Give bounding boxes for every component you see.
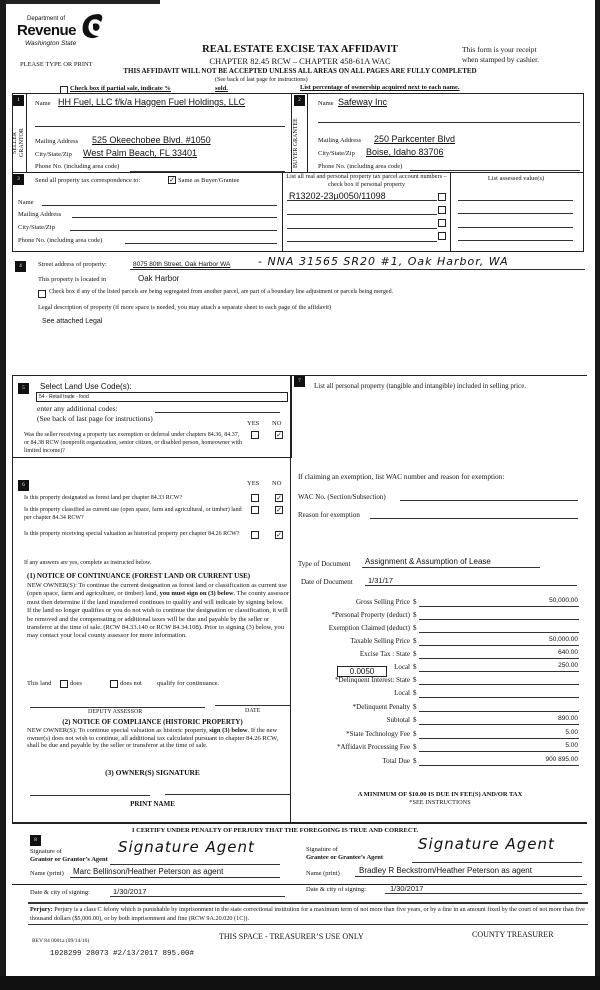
additional-codes-field[interactable] bbox=[155, 412, 280, 413]
scan-edge-right bbox=[595, 0, 600, 990]
amount-line bbox=[419, 711, 579, 712]
perjury-text: Perjury is a class C felony which is punishable by imprisonment in the state correctional institution for a maximum term of not more than five years, or by a fine in an amount fixed by the court of not more than five thousand dollars ($5,000.00), or by both imprisonment and fine (RCW 9A.20.020 (1C)). bbox=[30, 906, 585, 922]
amount-label: *Delinquent Interest: State bbox=[334, 676, 410, 684]
amount-value[interactable]: 640.00 bbox=[558, 649, 578, 656]
notice2-bold: sign (3) below bbox=[209, 727, 248, 734]
current-use-no-checkbox[interactable]: ✓ bbox=[276, 506, 282, 514]
forest-land-no-checkbox[interactable]: ✓ bbox=[276, 494, 282, 502]
grantor-signature-line bbox=[110, 864, 280, 865]
section-2-badge: 2 bbox=[294, 95, 305, 106]
buyer-label: BUYER bbox=[293, 147, 299, 168]
ownership-note: List percentage of ownership acquired next to each name. bbox=[300, 84, 460, 91]
seller-label-divider bbox=[26, 93, 27, 173]
correspondence-name-label: Name bbox=[18, 199, 34, 206]
grantor-name-label: Name (print) bbox=[30, 870, 64, 877]
amount-line bbox=[419, 645, 579, 646]
warning-banner: THIS AFFIDAVIT WILL NOT BE ACCEPTED UNLESS ALL AREAS ON ALL PAGES ARE FULLY COMPLETED bbox=[123, 67, 477, 75]
notice-of-compliance-text bbox=[27, 727, 289, 750]
currency-symbol: $ bbox=[413, 637, 417, 645]
seller-city-label: City/State/Zip bbox=[35, 151, 72, 158]
correspondence-mailing-field[interactable] bbox=[72, 217, 277, 218]
seller-name-field[interactable]: HH Fuel, LLC f/k/a Haggen Fuel Holdings, LLC bbox=[58, 97, 246, 107]
document-type-field[interactable]: Assignment & Assumption of Lease bbox=[365, 557, 491, 566]
seller-city-field[interactable]: West Palm Beach, FL 33401 bbox=[83, 148, 198, 158]
buyer-city-field[interactable]: Boise, Idaho 83706 bbox=[366, 147, 444, 157]
partial-sale-label: Check box if partial sale, indicate % bbox=[70, 85, 171, 92]
segregated-parcel-checkbox[interactable] bbox=[38, 290, 46, 298]
currency-symbol: $ bbox=[413, 624, 417, 632]
amount-label: Gross Selling Price bbox=[355, 598, 410, 606]
currency-symbol: $ bbox=[413, 757, 417, 765]
notice-of-continuance-title: (1) NOTICE OF CONTINUANCE (FOREST LAND OR CURRENT USE) bbox=[27, 572, 251, 580]
currency-symbol: $ bbox=[413, 598, 417, 606]
wac-number-label: WAC No. (Section/Subsection) bbox=[298, 493, 386, 501]
exemption-question: Was the seller receiving a property tax exemption or deferral under chapters 84.36, 84.37, or 84.38 RCW (nonprofit organization, senior citizen, or disabled person, homeowner with limited income)? bbox=[24, 432, 242, 454]
historical-yes-checkbox[interactable] bbox=[251, 531, 259, 539]
currency-symbol: $ bbox=[413, 650, 417, 658]
please-type-note: PLEASE TYPE OR PRINT bbox=[20, 61, 93, 68]
correspondence-phone-field[interactable] bbox=[125, 243, 277, 244]
grantee-label: GRANTEE bbox=[293, 118, 299, 147]
legal-description-label: Legal description of property (if more space is needed, you may attach a separate sheet to each page of the affidavit) bbox=[38, 304, 332, 311]
legal-description-field[interactable]: See attached Legal bbox=[42, 318, 103, 325]
section-3-divider-a bbox=[282, 172, 283, 252]
currency-symbol: $ bbox=[413, 716, 417, 724]
personal-property-label: List all personal property (tangible and intangible) included in selling price. bbox=[314, 382, 527, 390]
assessed-value-1[interactable] bbox=[458, 200, 573, 201]
document-date-line bbox=[365, 585, 577, 586]
same-as-buyer-label: Same as Buyer/Grantee bbox=[178, 177, 240, 184]
footer-divider bbox=[28, 902, 588, 904]
seller-mailing-label: Mailing Address bbox=[35, 138, 79, 145]
seller-name-label: Name bbox=[35, 100, 51, 107]
grantor-signature-label-2: Grantor or Grantor’s Agent bbox=[30, 856, 108, 863]
parcel-line-1 bbox=[287, 200, 437, 201]
assessed-value-4[interactable] bbox=[458, 240, 573, 241]
logo-agency-line2: Revenue bbox=[17, 22, 77, 39]
land-use-see-back: (See back of last page for instructions) bbox=[37, 414, 153, 423]
buyer-side-label bbox=[293, 118, 307, 168]
section-4-badge: 4 bbox=[15, 261, 26, 272]
amount-label: Local bbox=[394, 663, 410, 671]
section-8-badge: 8 bbox=[30, 835, 41, 846]
exemption-reason-label: Reason for exemption bbox=[298, 511, 360, 519]
notice2-text-b: . If the new owner(s) does not wish to continue, all additional tax calculated pursuant to chapter 84.26 RCW, shall be due and payable by the seller or transferor at the time of sale. bbox=[27, 727, 279, 749]
currency-symbol: $ bbox=[413, 730, 417, 738]
see-back-note: (See back of last page for instructions) bbox=[215, 77, 308, 83]
buyer-phone-label: Phone No. (including area code) bbox=[318, 163, 403, 170]
scan-edge-left bbox=[0, 0, 6, 990]
this-land-label: This land bbox=[27, 680, 52, 687]
street-address-label: Street address of property: bbox=[38, 261, 107, 268]
perjury-certification: I CERTIFY UNDER PENALTY OF PERJURY THAT THE FOREGOING IS TRUE AND CORRECT. bbox=[132, 827, 419, 834]
amount-value[interactable]: 900 895.00 bbox=[545, 756, 578, 763]
print-name-label: PRINT NAME bbox=[130, 800, 175, 808]
owner-print-name-line[interactable] bbox=[165, 794, 290, 795]
grantee-name-field[interactable]: Bradley R Beckstrom/Heather Peterson as agent bbox=[359, 866, 532, 875]
amount-line bbox=[419, 751, 579, 752]
amount-line bbox=[419, 619, 579, 620]
amount-value[interactable]: 250.00 bbox=[558, 662, 578, 669]
see-instructions-note: *SEE INSTRUCTIONS bbox=[409, 799, 471, 806]
amount-value[interactable]: 50,000.00 bbox=[549, 597, 578, 604]
logo-agency-line1: Department of bbox=[27, 16, 66, 22]
grantor-date-line bbox=[110, 896, 285, 897]
land-use-select[interactable]: 54 - Retail trade - food bbox=[36, 392, 288, 402]
wac-number-field[interactable] bbox=[400, 500, 578, 501]
amount-line bbox=[419, 697, 579, 698]
document-type-line bbox=[362, 567, 540, 568]
document-date-label: Date of Document bbox=[301, 578, 353, 586]
section-6-yes-header: YES bbox=[247, 480, 260, 487]
grantee-name-label: Name (print) bbox=[306, 870, 340, 877]
grantor-signature-label-1: Signature of bbox=[30, 848, 62, 855]
form-id: REV 84 0001a (09/14/16) bbox=[32, 938, 90, 944]
notice1-text-a: NEW OWNER(S): To continue the current designation as forest land or classification as current use (open space, farm and agriculture, or timber) land, bbox=[27, 582, 287, 598]
buyer-mailing-label: Mailing Address bbox=[318, 137, 362, 144]
street-address-handwritten: - NNA 31565 SR20 #1, Oak Harbor, WA bbox=[258, 255, 509, 268]
local-rate-field[interactable]: 0.0050 bbox=[337, 666, 387, 677]
document-date-field[interactable]: 1/31/17 bbox=[368, 576, 394, 585]
amount-line bbox=[419, 658, 579, 659]
same-as-buyer-checkbox[interactable]: ✓ bbox=[169, 176, 175, 184]
amount-value[interactable]: 5.00 bbox=[565, 742, 578, 749]
personal-property-checkbox-3[interactable] bbox=[438, 219, 446, 227]
parcel-number-1[interactable]: R13202-23µ0050/11098 bbox=[289, 191, 386, 201]
grantor-signature[interactable]: Signature Agent bbox=[118, 838, 255, 856]
parcel-header: List all real and personal property tax parcel account numbers – check box if personal property bbox=[286, 173, 447, 188]
personal-property-checkbox-2[interactable] bbox=[438, 206, 446, 214]
wave-logo-icon bbox=[79, 12, 105, 40]
grantor-name-field[interactable]: Marc Bellinson/Heather Peterson as agent bbox=[73, 867, 224, 876]
forest-land-question: Is this property designated as forest land per chapter 84.33 RCW? bbox=[24, 495, 183, 501]
qualifies-does-not-checkbox[interactable] bbox=[110, 680, 118, 688]
amount-label: *State Technology Fee bbox=[346, 730, 410, 738]
located-in-field[interactable]: Oak Harbor bbox=[138, 274, 180, 283]
assessor-date-label: DATE bbox=[245, 708, 261, 714]
seller-label: SELLER bbox=[12, 132, 18, 154]
notice2-text-a: NEW OWNER(S): To continue special valuation as historic property, bbox=[27, 727, 208, 734]
seller-name-line-2 bbox=[35, 126, 285, 127]
personal-property-checkbox-4[interactable] bbox=[438, 232, 446, 240]
grantee-date-line bbox=[385, 893, 582, 894]
amount-label: Excise Tax : State bbox=[359, 650, 410, 658]
section-5-no-header: NO bbox=[272, 420, 282, 427]
assessor-date-line[interactable] bbox=[215, 705, 290, 706]
amount-line bbox=[419, 671, 579, 672]
scan-edge-bottom bbox=[0, 976, 600, 990]
amount-label: Subtotal bbox=[386, 716, 410, 724]
grantor-name-line bbox=[70, 877, 280, 878]
exemption-no-checkbox[interactable]: ✓ bbox=[276, 431, 282, 439]
grantee-date-field[interactable]: 1/30/2017 bbox=[390, 884, 424, 893]
buyer-name-field[interactable]: Safeway Inc bbox=[338, 97, 388, 107]
amount-value[interactable]: 890.00 bbox=[558, 715, 578, 722]
receipt-stamp: 1028299 28073 #2/13/2017 895.00# bbox=[50, 950, 195, 958]
qualifies-does-checkbox[interactable] bbox=[60, 680, 68, 688]
amount-label: Exemption Claimed (deduct) bbox=[328, 624, 410, 632]
grantor-date-label: Date & city of signing: bbox=[30, 889, 90, 896]
correspondence-city-label: City/State/Zip bbox=[18, 224, 55, 231]
treasurer-use-label: THIS SPACE - TREASURER’S USE ONLY bbox=[219, 932, 364, 941]
section-5-yes-header: YES bbox=[247, 420, 260, 427]
seller-side-label bbox=[12, 118, 26, 168]
notice1-text-b: . The county assessor must then determine if the land transferred continues to qualify and will indicate by signing below. If the land no longer qualifies or you do not wish to continue the designation or classification, it will be removed and the compensating or additional taxes will be due and payable by the seller or transferor at the time of sale. (RCW 84.33.140 or RCW 84.34.108). Prior to signing (3) below, you may contact your local county assessor for more information. bbox=[27, 590, 289, 640]
send-correspondence-label: Send all property tax correspondence to: bbox=[35, 177, 141, 184]
qualifies-does-label: does bbox=[70, 680, 82, 687]
section-6-badge: 6 bbox=[18, 480, 29, 491]
receipt-note-1: This form is your receipt bbox=[462, 45, 537, 54]
form-chapter: CHAPTER 82.45 RCW – CHAPTER 458-61A WAC bbox=[209, 56, 391, 66]
buyer-phone-field[interactable] bbox=[410, 170, 580, 171]
currency-symbol: $ bbox=[413, 676, 417, 684]
currency-symbol: $ bbox=[413, 743, 417, 751]
parcel-number-3[interactable] bbox=[287, 228, 437, 229]
perjury-bold: Perjury: bbox=[30, 906, 53, 913]
historical-no-checkbox[interactable]: ✓ bbox=[276, 531, 282, 539]
grantor-label: GRANTOR bbox=[19, 128, 25, 158]
correspondence-phone-label: Phone No. (including area code) bbox=[18, 237, 103, 244]
form-title: REAL ESTATE EXCISE TAX AFFIDAVIT bbox=[202, 44, 398, 55]
current-use-question: Is this property classified as current use (open space, farm and agricultural, or timber) land per chapter 84.34 RCW? bbox=[24, 507, 242, 521]
amount-value[interactable]: 50,000.00 bbox=[549, 636, 578, 643]
amount-line bbox=[419, 765, 579, 766]
dor-logo bbox=[17, 12, 117, 52]
amount-label: *Affidavit Processing Fee bbox=[337, 743, 410, 751]
assessed-value-3[interactable] bbox=[458, 227, 573, 228]
currency-symbol: $ bbox=[413, 611, 417, 619]
section-3-badge: 3 bbox=[13, 174, 24, 185]
amount-label: Total Due bbox=[382, 757, 410, 765]
if-yes-note: If any answers are yes, complete as instructed below. bbox=[24, 560, 152, 566]
grantee-date-label: Date & city of signing: bbox=[306, 886, 366, 893]
owner-signature-line[interactable] bbox=[30, 795, 150, 796]
section-1-badge: 1 bbox=[13, 95, 24, 106]
minimum-due-note: A MINIMUM OF $10.00 IS DUE IN FEE(S) AND/OR TAX bbox=[357, 791, 523, 798]
parties-divider bbox=[291, 93, 292, 173]
grantee-name-line bbox=[355, 876, 582, 877]
seller-phone-label: Phone No. (including area code) bbox=[35, 163, 120, 170]
correspondence-name-field[interactable] bbox=[42, 205, 277, 206]
street-address-field[interactable]: 8075 80th Street, Oak Harbor WA bbox=[133, 261, 231, 268]
scan-edge-top bbox=[0, 0, 160, 4]
additional-codes-label: enter any additional codes: bbox=[37, 404, 118, 413]
correspondence-mailing-label: Mailing Address bbox=[18, 211, 62, 218]
currency-symbol: $ bbox=[413, 689, 417, 697]
qualify-for-continuance-label: qualify for continuance. bbox=[157, 680, 220, 687]
buyer-label-divider bbox=[307, 93, 308, 173]
historical-property-question: Is this property receiving special valuation as historical property per chapter 84.26 RCW? bbox=[24, 531, 240, 537]
perjury-notice bbox=[30, 905, 585, 923]
land-use-label: Select Land Use Code(s): bbox=[40, 382, 132, 391]
grantee-signature-label-2: Grantee or Grantee’s Agent bbox=[306, 854, 384, 861]
notice-of-continuance-text bbox=[27, 582, 289, 641]
deputy-assessor-label: DEPUTY ASSESSOR bbox=[88, 709, 143, 715]
amount-value[interactable]: 5.00 bbox=[565, 729, 578, 736]
segregated-parcel-label: Check box if any of the listed parcels are being segregated from another parcel, are part of a boundary line adjustment or parcels being merged. bbox=[49, 289, 394, 295]
grantee-signature-label-1: Signature of bbox=[306, 846, 338, 853]
sold-label: sold. bbox=[215, 85, 228, 92]
current-use-yes-checkbox[interactable] bbox=[251, 506, 259, 514]
receipt-note-2: when stamped by cashier. bbox=[462, 55, 540, 64]
grantor-date-field[interactable]: 1/30/2017 bbox=[113, 887, 147, 896]
amount-line bbox=[419, 724, 579, 725]
qualifies-does-not-label: does not bbox=[120, 680, 142, 687]
document-type-label: Type of Document bbox=[298, 560, 351, 568]
amount-label: Local bbox=[394, 689, 410, 697]
exemption-claim-label: If claiming an exemption, list WAC number and reason for exemption: bbox=[298, 472, 505, 481]
amount-label: *Delinquent Penalty bbox=[352, 703, 410, 711]
section-3-divider-b bbox=[450, 172, 451, 252]
seller-mailing-field[interactable]: 525 Okeechobee Blvd. #1050 bbox=[92, 135, 211, 145]
amount-line bbox=[419, 738, 579, 739]
parcel-number-4[interactable] bbox=[287, 241, 437, 242]
amount-label: Taxable Selling Price bbox=[350, 637, 410, 645]
parcel-number-2[interactable] bbox=[287, 214, 437, 215]
grantee-signature-line bbox=[412, 862, 582, 863]
forest-land-yes-checkbox[interactable] bbox=[251, 494, 259, 502]
notice1-bold: you must sign on (3) below bbox=[159, 590, 234, 598]
amount-line bbox=[419, 684, 579, 685]
buyer-name-line-2 bbox=[318, 122, 580, 123]
buyer-name-label: Name bbox=[318, 100, 334, 107]
section-7-badge: 7 bbox=[294, 376, 305, 387]
currency-symbol: $ bbox=[413, 703, 417, 711]
buyer-mailing-field[interactable]: 250 Parkcenter Blvd bbox=[374, 134, 456, 144]
section-6-no-header: NO bbox=[272, 480, 282, 487]
exemption-yes-checkbox[interactable] bbox=[251, 431, 259, 439]
section-5-badge: 5 bbox=[18, 383, 29, 394]
correspondence-city-field[interactable] bbox=[70, 230, 277, 231]
amount-line bbox=[419, 632, 579, 633]
currency-symbol: $ bbox=[413, 663, 417, 671]
county-treasurer-label: COUNTY TREASURER bbox=[472, 930, 554, 939]
amount-line bbox=[419, 606, 579, 607]
amount-label: *Personal Property (deduct) bbox=[331, 611, 410, 619]
owner-signature-title: (3) OWNER(S) SIGNATURE bbox=[105, 768, 200, 777]
notice-of-compliance-title: (2) NOTICE OF COMPLIANCE (HISTORIC PROPERTY) bbox=[62, 718, 243, 726]
assessed-value-2[interactable] bbox=[458, 213, 573, 214]
grantee-signature[interactable]: Signature Agent bbox=[418, 835, 555, 853]
exemption-reason-field[interactable] bbox=[370, 518, 578, 519]
deputy-assessor-signature-line[interactable] bbox=[30, 707, 205, 708]
street-address-line bbox=[130, 269, 585, 270]
assessed-header: List assessed value(s) bbox=[487, 175, 545, 182]
located-in-label: This property is located in bbox=[38, 276, 107, 283]
logo-agency-line3: Washington State bbox=[25, 40, 77, 47]
personal-property-checkbox-1[interactable] bbox=[438, 193, 446, 201]
footer-divider-2 bbox=[28, 924, 588, 925]
buyer-city-label: City/State/Zip bbox=[318, 150, 355, 157]
